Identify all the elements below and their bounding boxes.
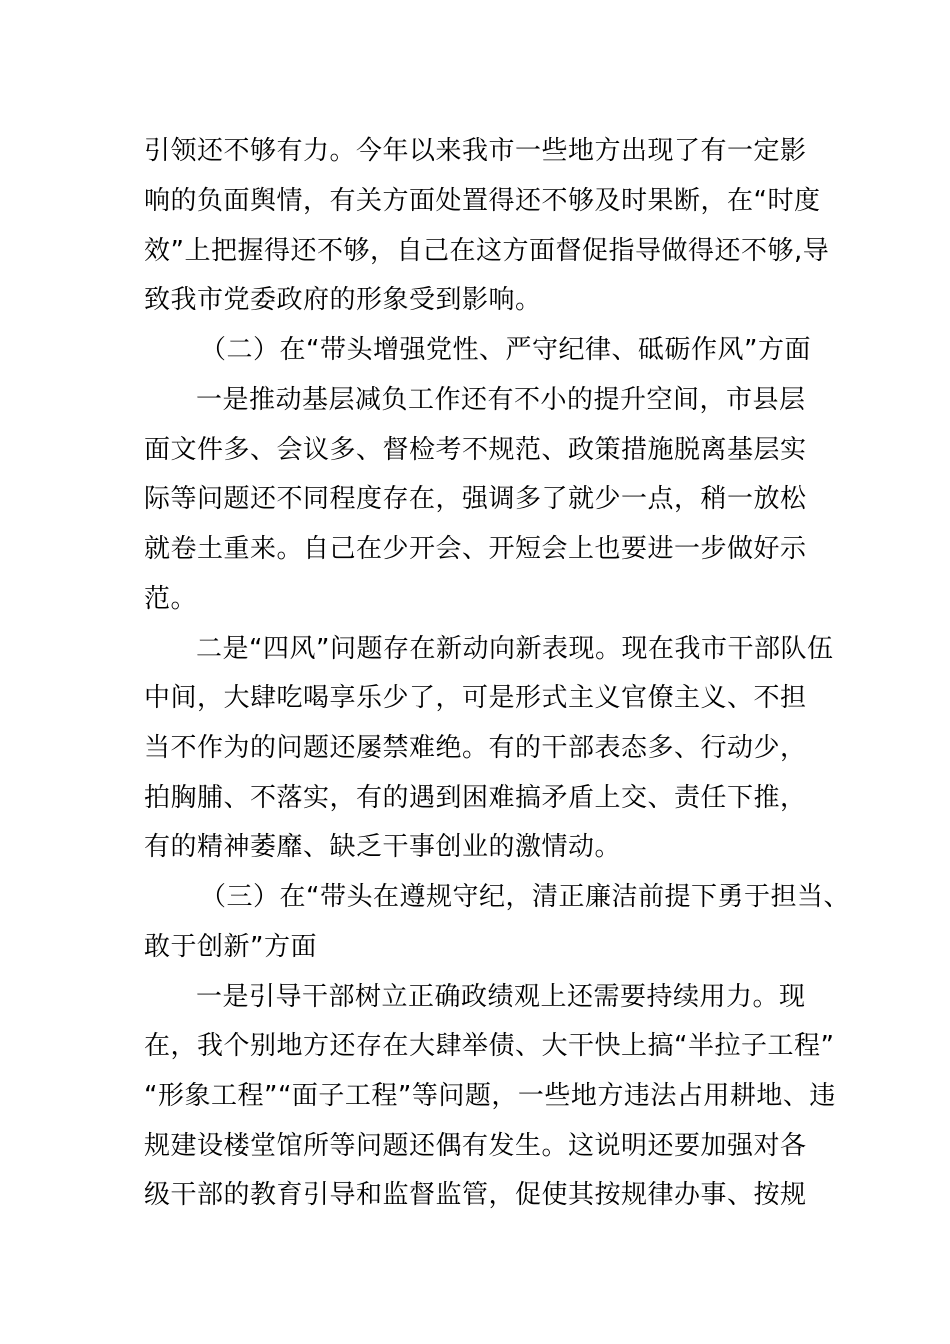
text-line-11: 二是“四风”问题存在新动向新表现。现在我市干部队伍 (196, 634, 834, 664)
text-line-12: 中间，大肆吃喝享乐少了，可是形式主义官僚主义、不担 (144, 683, 807, 713)
text-line-7: 面文件多、会议多、督检考不规范、政策措施脱离基层实 (144, 435, 807, 465)
text-line-14: 拍胸脯、不落实，有的遇到困难搞矛盾上交、责任下推， (144, 783, 807, 813)
text-line-4: 致我市党委政府的形象受到影响。 (144, 285, 542, 315)
text-line-21: 规建设楼堂馆所等问题还偶有发生。这说明还要加强对各 (144, 1131, 807, 1161)
text-line-9: 就卷土重来。自己在少开会、开短会上也要进一步做好示 (144, 534, 807, 564)
text-line-18: 一是引导干部树立正确政绩观上还需要持续用力。现 (196, 982, 806, 1012)
text-line-8: 际等问题还不同程度存在，强调多了就少一点，稍一放松 (144, 484, 807, 514)
text-line-15: 有的精神萎靡、缺乏干事创业的激情动。 (144, 832, 622, 862)
text-line-19: 在，我个别地方还存在大肆举债、大干快上搞“半拉子工程” (144, 1031, 835, 1061)
text-line-20: “形象工程”“面子工程”等问题，一些地方违法占用耕地、违 (144, 1081, 836, 1111)
section-heading-2: （二）在“带头增强党性、严守纪律、砥砺作风”方面 (200, 335, 811, 365)
text-line-1: 引领还不够有力。今年以来我市一些地方出现了有一定影 (144, 136, 807, 166)
section-heading-3: （三）在“带头在遵规守纪，清正廉洁前提下勇于担当、 (200, 882, 850, 912)
text-line-6: 一是推动基层减负工作还有不小的提升空间，市县层 (196, 385, 806, 415)
text-line-22: 级干部的教育引导和监督监管，促使其按规律办事、按规 (144, 1180, 807, 1210)
text-line-2: 响的负面舆情，有关方面处置得还不够及时果断，在“时度 (144, 186, 821, 216)
text-line-3: 效”上把握得还不够，自己在这方面督促指导做得还不够,导 (144, 236, 830, 266)
text-line-13: 当不作为的问题还屡禁难绝。有的干部表态多、行动少， (144, 733, 807, 763)
section-heading-3-cont: 敢于创新”方面 (144, 932, 317, 962)
text-line-10: 范。 (144, 584, 198, 614)
